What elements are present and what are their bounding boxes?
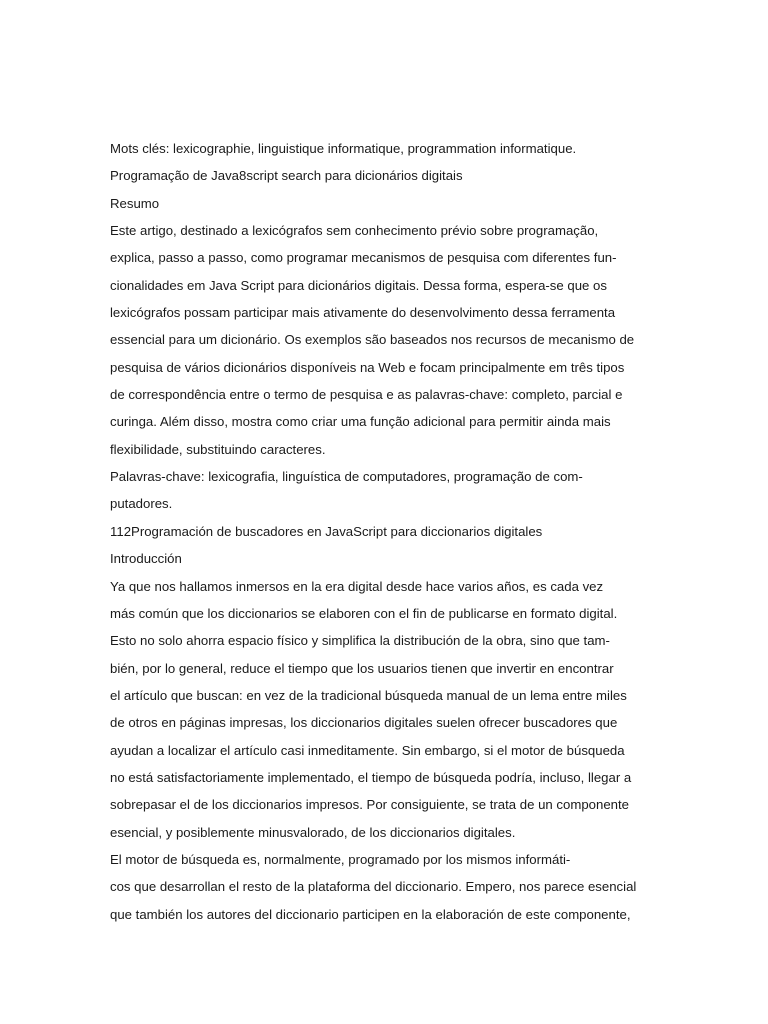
text-line: lexicógrafos possam participar mais ativamente do desenvolvimento dessa ferramenta: [110, 305, 616, 321]
text-line: de correspondência entre o termo de pesquisa e as palavras-chave: completo, parcial e: [110, 387, 623, 403]
text-line: Ya que nos hallamos inmersos en la era digital desde hace varios años, es cada vez: [110, 578, 604, 594]
text-line: Este artigo, destinado a lexicógrafos sem conhecimento prévio sobre programação,: [110, 223, 599, 239]
text-line: bién, por lo general, reduce el tiempo que los usuarios tienen que invertir en encontrar: [110, 660, 614, 676]
text-line: cionalidades em Java Script para dicionários digitais. Dessa forma, espera-se que os: [110, 277, 607, 293]
text-line: sobrepasar el de los diccionarios impresos. Por consiguiente, se trata de un componente: [110, 797, 630, 813]
text-line: cos que desarrollan el resto de la plataforma del diccionario. Empero, nos parece esencial: [110, 879, 637, 895]
text-line: curinga. Além disso, mostra como criar uma função adicional para permitir ainda mais: [110, 414, 611, 430]
text-line: Esto no solo ahorra espacio físico y simplifica la distribución de la obra, sino que tam-: [110, 633, 610, 649]
text-line: esencial, y posiblemente minusvalorado, de los diccionarios digitales.: [110, 824, 516, 840]
body-text: [110, 135, 710, 928]
abstract-heading: Resumo: [110, 195, 160, 211]
text-line: de otros en páginas impresas, los diccionarios digitales suelen ofrecer buscadores que: [110, 715, 618, 731]
text-line: el artículo que buscan: en vez de la tradicional búsqueda manual de un lema entre miles: [110, 687, 627, 703]
text-line: que también los autores del diccionario participen en la elaboración de este componente,: [110, 906, 631, 922]
text-line: no está satisfactoriamente implementado, el tiempo de búsqueda podría, incluso, llegar a: [110, 769, 632, 785]
text-line: essencial para um dicionário. Os exemplos são baseados nos recursos de mecanismo de: [110, 332, 635, 348]
text-line: pesquisa de vários dicionários disponíveis na Web e focam principalmente em três tipos: [110, 359, 625, 375]
title-es-line: 112Programación de buscadores en JavaScript para diccionarios digitales: [110, 523, 543, 539]
title-pt-line: Programação de Java8script search para dicionários digitais: [110, 168, 463, 184]
text-line: explica, passo a passo, como programar mecanismos de pesquisa com diferentes fun-: [110, 250, 617, 266]
text-line: ayudan a localizar el artículo casi inmeditamente. Sin embargo, si el motor de búsqueda: [110, 742, 625, 758]
keywords-fr-line: Mots clés: lexicographie, linguistique informatique, programmation informatique.: [110, 141, 577, 156]
keywords-pt-line: Palavras-chave: lexicografia, linguística de computadores, programação de com-: [110, 469, 583, 485]
text-line: putadores.: [110, 496, 173, 512]
text-line: El motor de búsqueda es, normalmente, programado por los mismos informáti-: [110, 851, 571, 867]
introduction-heading: Introducción: [110, 551, 182, 567]
text-line: flexibilidade, substituindo caracteres.: [110, 441, 326, 457]
text-line: más común que los diccionarios se elaboren con el fin de publicarse en formato digital.: [110, 605, 618, 621]
